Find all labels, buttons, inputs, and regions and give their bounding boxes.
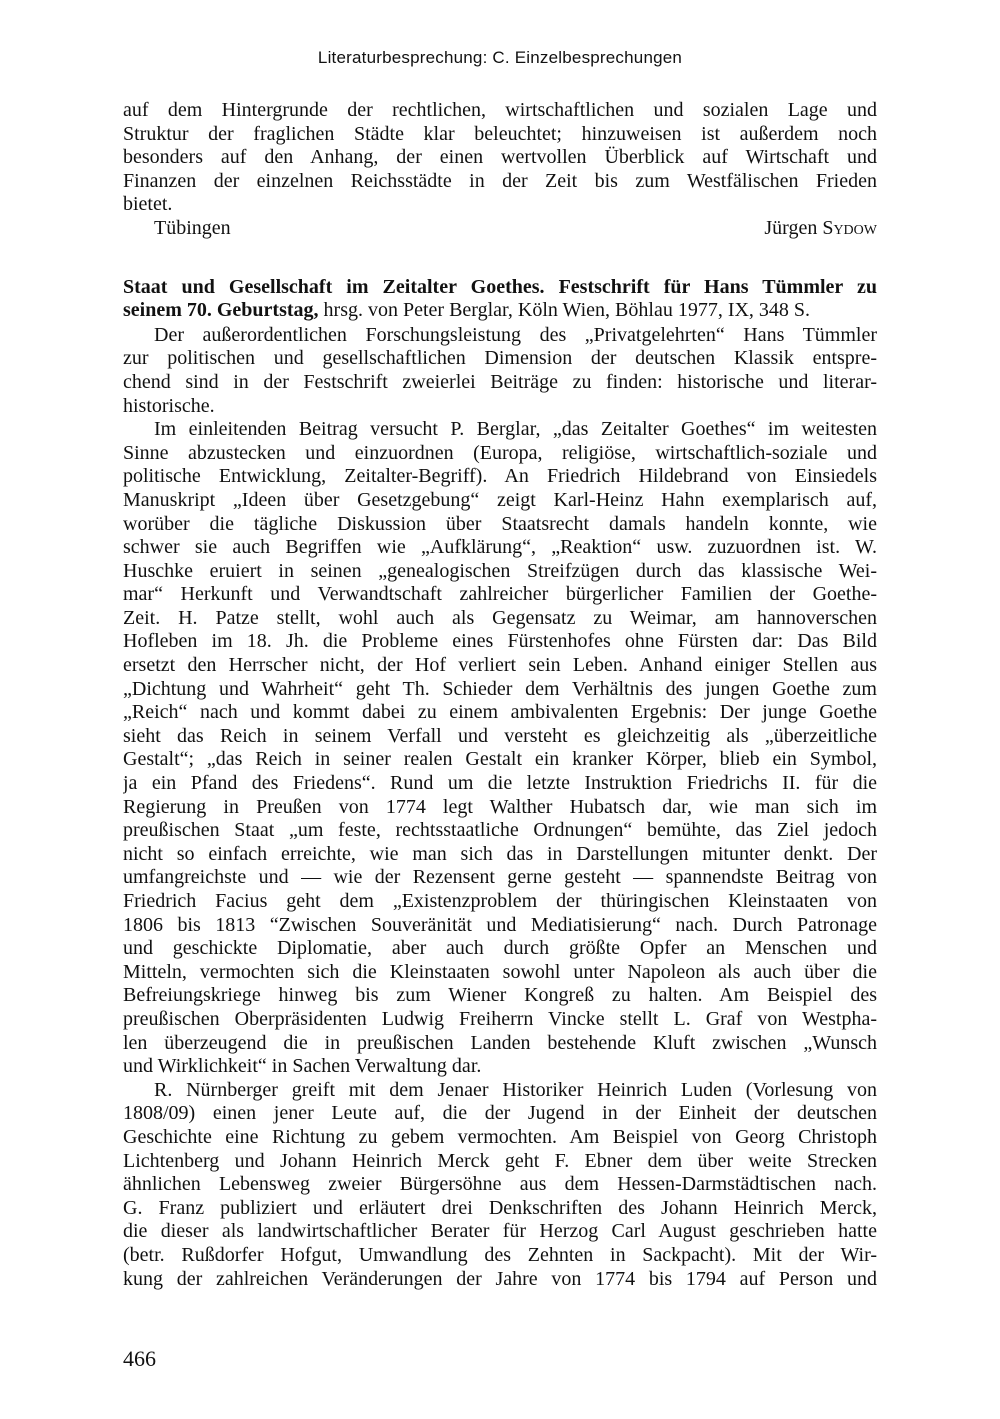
paragraph-line: Lichtenberg und Johann Heinrich Merck geht F. Ebner dem über weite Strecken (123, 1149, 877, 1172)
body-text (123, 99, 877, 1291)
signature-line (123, 217, 877, 241)
document-page (123, 0, 877, 1419)
paragraph-line: Hofleben im 18. Jh. die Probleme eines Fürstenhofes ohne Fürsten dar: Das Bild (123, 630, 877, 653)
paragraph-line: ersetzt den Herrscher nicht, der Hof verliert sein Leben. Anhand einiger Stellen aus (123, 654, 877, 677)
paragraph-line: preußischen Oberpräsidenten Ludwig Freiherrn Vincke stellt L. Graf von Westpha- (123, 1007, 877, 1030)
paragraph-line: Der außerordentlichen Forschungsleistung des „Privatgelehrten“ Hans Tümmler (154, 323, 877, 346)
paragraph-line: „Reich“ nach und kommt dabei zu einem ambivalenten Ergebnis: Der junge Goethe (123, 701, 877, 724)
paragraph-line: worüber die tägliche Diskussion über Staatsrecht damals handeln konnte, wie (123, 512, 877, 535)
paragraph-line: kung der zahlreichen Veränderungen der Jahre von 1774 bis 1794 auf Person und (123, 1267, 877, 1290)
review-place: Tübingen (154, 216, 231, 239)
review-publication-info: hrsg. von Peter Berglar, Köln Wien, Böhlau 1977, IX, 348 S. (318, 299, 811, 322)
paragraph-line: Manuskript „Ideen über Gesetzgebung“ zeigt Karl-Heinz Hahn exemplarisch auf, (123, 488, 877, 511)
paragraph-line: 1806 bis 1813 “Zwischen Souveränität und Mediatisierung“ nach. Durch Patronage (123, 913, 877, 936)
paragraph-line: (betr. Rußdorfer Hofgut, Umwandlung des Zehnten in Sackpacht). Mit der Wir- (123, 1243, 877, 1266)
paragraph-line: Befreiungskriege hinweg bis zum Wiener Kongreß zu halten. Am Beispiel des (123, 984, 877, 1007)
paragraph-line: politische Entwicklung, Zeitalter-Begriff). An Friedrich Hildebrand von Einsiedels (123, 465, 877, 488)
paragraph-line: Im einleitenden Beitrag versucht P. Berglar, „das Zeitalter Goethes“ im weitesten (154, 418, 877, 441)
paragraph-line: preußischen Staat „um feste, rechtsstaatliche Ordnungen“ bemühte, das Ziel jedoch (123, 819, 877, 842)
running-head: Literaturbesprechung: C. Einzelbesprechungen (317, 48, 683, 67)
paragraph-line: nicht so einfach erreichte, wie man sich das in Darstellungen mitunter denkt. Der (123, 842, 877, 865)
paragraph-line: Sinne abzustecken und einzuordnen (Europa, religiöse, wirtschaftlich-soziale und (123, 441, 877, 464)
page-number: 466 (123, 1346, 156, 1371)
text-line: Struktur der fraglichen Städte klar beleuchtet; hinzuweisen ist außerdem noch (123, 122, 877, 145)
paragraph-line: Regierung in Preußen von 1774 legt Walther Hubatsch dar, wie man sich im (123, 795, 877, 818)
text-line: besonders auf den Anhang, der einen wertvollen Überblick auf Wirtschaft und (123, 146, 877, 169)
paragraph-line: sieht das Reich in seinem Verfall und versteht es gleichzeitig als „überzeitliche (123, 724, 877, 747)
paragraph-line: Gestalt“; „das Reich in seiner realen Gestalt ein kranker Körper, blieb ein Symbol, (123, 748, 877, 771)
text-line: Finanzen der einzelnen Reichsstädte in der Zeit bis zum Westfälischen Frieden (123, 169, 877, 192)
text-line: bietet. (123, 193, 173, 216)
reviewer-first-name: Jürgen (764, 216, 818, 239)
paragraph-line: umfangreichste und — wie der Rezensent gerne gesteht — spannendste Beitrag von (123, 866, 877, 889)
review-title: Staat und Gesellschaft im Zeitalter Goethes. Festschrift für Hans Tümmler zu (123, 275, 877, 298)
reviewer-name (764, 217, 877, 241)
paragraph-line: und geschickte Diplomatie, aber auch durch größte Opfer an Menschen und (123, 937, 877, 960)
paragraph-line: und Wirklichkeit“ in Sachen Verwaltung dar. (123, 1055, 482, 1078)
paragraph-line: R. Nürnberger greift mit dem Jenaer Historiker Heinrich Luden (Vorlesung von (154, 1078, 877, 1101)
paragraph-line: 1808/09) einen jener Leute auf, die der Jugend in der Einheit der deutschen (123, 1102, 877, 1125)
paragraph-line: len überzeugend die in preußischen Landen bestehende Kluft zwischen „Wunsch (123, 1031, 877, 1054)
paragraph-line: historische. (123, 394, 215, 417)
paragraph-line: zur politischen und gesellschaftlichen Dimension der deutschen Klassik entspre- (123, 347, 877, 370)
paragraph-line: Friedrich Facius geht dem „Existenzproblem der thüringischen Kleinstaaten von (123, 890, 877, 912)
reviewer-last-name: Sydow (822, 216, 877, 239)
review-bibliography (123, 299, 877, 323)
paragraph-line: ähnlichen Lebensweg zweier Bürgersöhne aus dem Hessen-Darmstädtischen nach. (123, 1173, 877, 1196)
paragraph-line: Mitteln, vermochten sich die Kleinstaaten sowohl unter Napoleon als auch über die (123, 960, 877, 983)
paragraph-line: schwer sie auch Begriffen wie „Aufklärung“, „Reaktion“ usw. zuzuordnen ist. W. (123, 536, 877, 559)
paragraph-line: Zeit. H. Patze stellt, wohl auch als Gegensatz zu Weimar, am hannoverschen (123, 606, 877, 629)
paragraph-line: Geschichte eine Richtung zu gebem vermochten. Am Beispiel von Georg Christoph (123, 1125, 877, 1148)
paragraph-line: die dieser als landwirtschaftlicher Berater für Herzog Carl August geschrieben hatte (123, 1220, 877, 1243)
paragraph-line: G. Franz publiziert und erläutert drei Denkschriften des Johann Heinrich Merck, (123, 1196, 877, 1219)
text-line: auf dem Hintergrunde der rechtlichen, wirtschaftlichen und sozialen Lage und (123, 99, 877, 121)
paragraph-line: ja ein Pfand des Friedens“. Rund um die letzte Instruktion Friedrichs II. für die (123, 772, 877, 795)
paragraph-line: chend sind in der Festschrift zweierlei Beiträge zu finden: historische und literar- (123, 370, 877, 393)
paragraph-line: mar“ Herkunft und Verwandtschaft zahlreicher bürgerlicher Familien der Goethe- (123, 583, 877, 606)
paragraph-line: „Dichtung und Wahrheit“ geht Th. Schieder dem Verhältnis des jungen Goethe zum (123, 677, 877, 700)
review-title-end: seinem 70. Geburtstag, (123, 299, 319, 322)
paragraph-line: Huschke eruiert in seinen „genealogischen Streifzügen durch das klassische Wei- (123, 559, 877, 582)
